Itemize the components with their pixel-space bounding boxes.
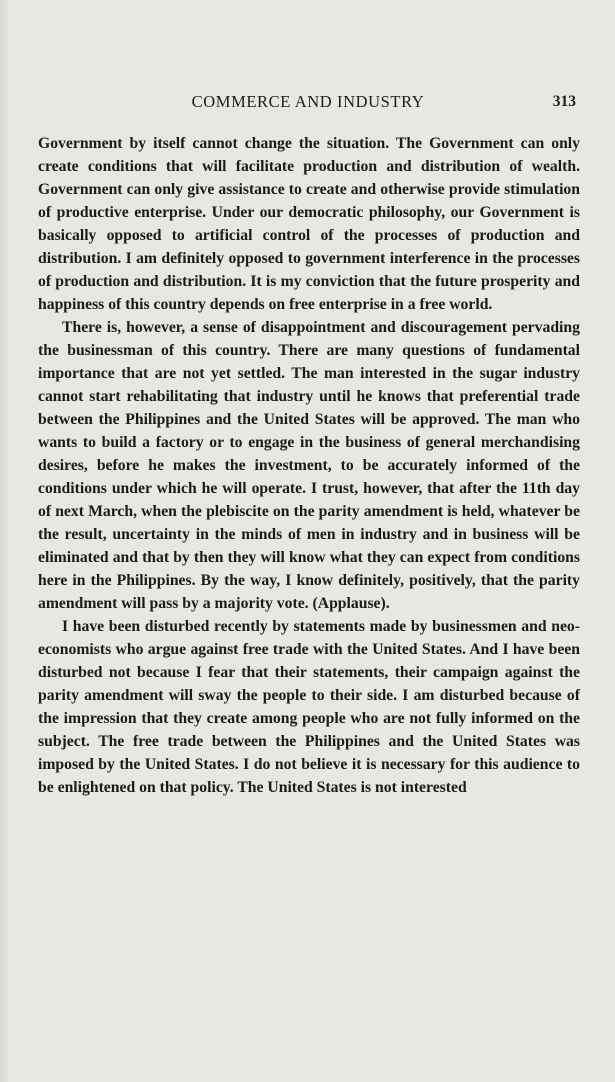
body-text bbox=[38, 132, 580, 799]
paragraph-2: There is, however, a sense of disappointment and discouragement pervading the businessman of this country. There are many questions of fundamental importance that are not yet settled. The man interested in the sugar industry cannot start rehabilitating that industry until he knows that preferential trade between the Philippines and the United States will be approved. The man who wants to build a factory or to engage in the business of general merchandising desires, before he makes the investment, to be accurately informed of the conditions under which he will operate. I trust, however, that after the 11th day of next March, when the plebiscite on the parity amendment is held, whatever be the result, uncertainty in the minds of men in industry and in business will be eliminated and that by then they will know what they can expect from conditions here in the Philippines. By the way, I know definitely, positively, that the parity amendment will pass by a majority vote. (Applause). bbox=[38, 319, 580, 612]
page-edge-shadow bbox=[0, 0, 10, 1082]
paragraph-3: I have been disturbed recently by statements made by businessmen and neo-economists who argue against free trade with the United States. And I have been disturbed not because I fear that their statements, their campaign against the parity amendment will sway the people to their side. I am disturbed because of the impression that they create among people who are not fully informed on the subject. The free trade between the Philippines and the United States was imposed by the United States. I do not believe it is necessary for this audience to be enlightened on that policy. The United States is not interested bbox=[38, 618, 580, 796]
page-header bbox=[38, 92, 578, 116]
page-number: 313 bbox=[552, 93, 576, 110]
paragraph-1: Government by itself cannot change the situation. The Government can only create conditions that will facilitate production and distribution of wealth. Government can only give assistance to create and otherwise provide stimulation of productive enterprise. Under our democratic philosophy, our Government is basically opposed to artificial control of the processes of production and distribution. I am definitely opposed to government interference in the processes of production and distribution. It is my conviction that the future prosperity and happiness of this country depends on free enterprise in a free world. bbox=[38, 135, 580, 313]
running-head: COMMERCE AND INDUSTRY bbox=[191, 92, 425, 111]
